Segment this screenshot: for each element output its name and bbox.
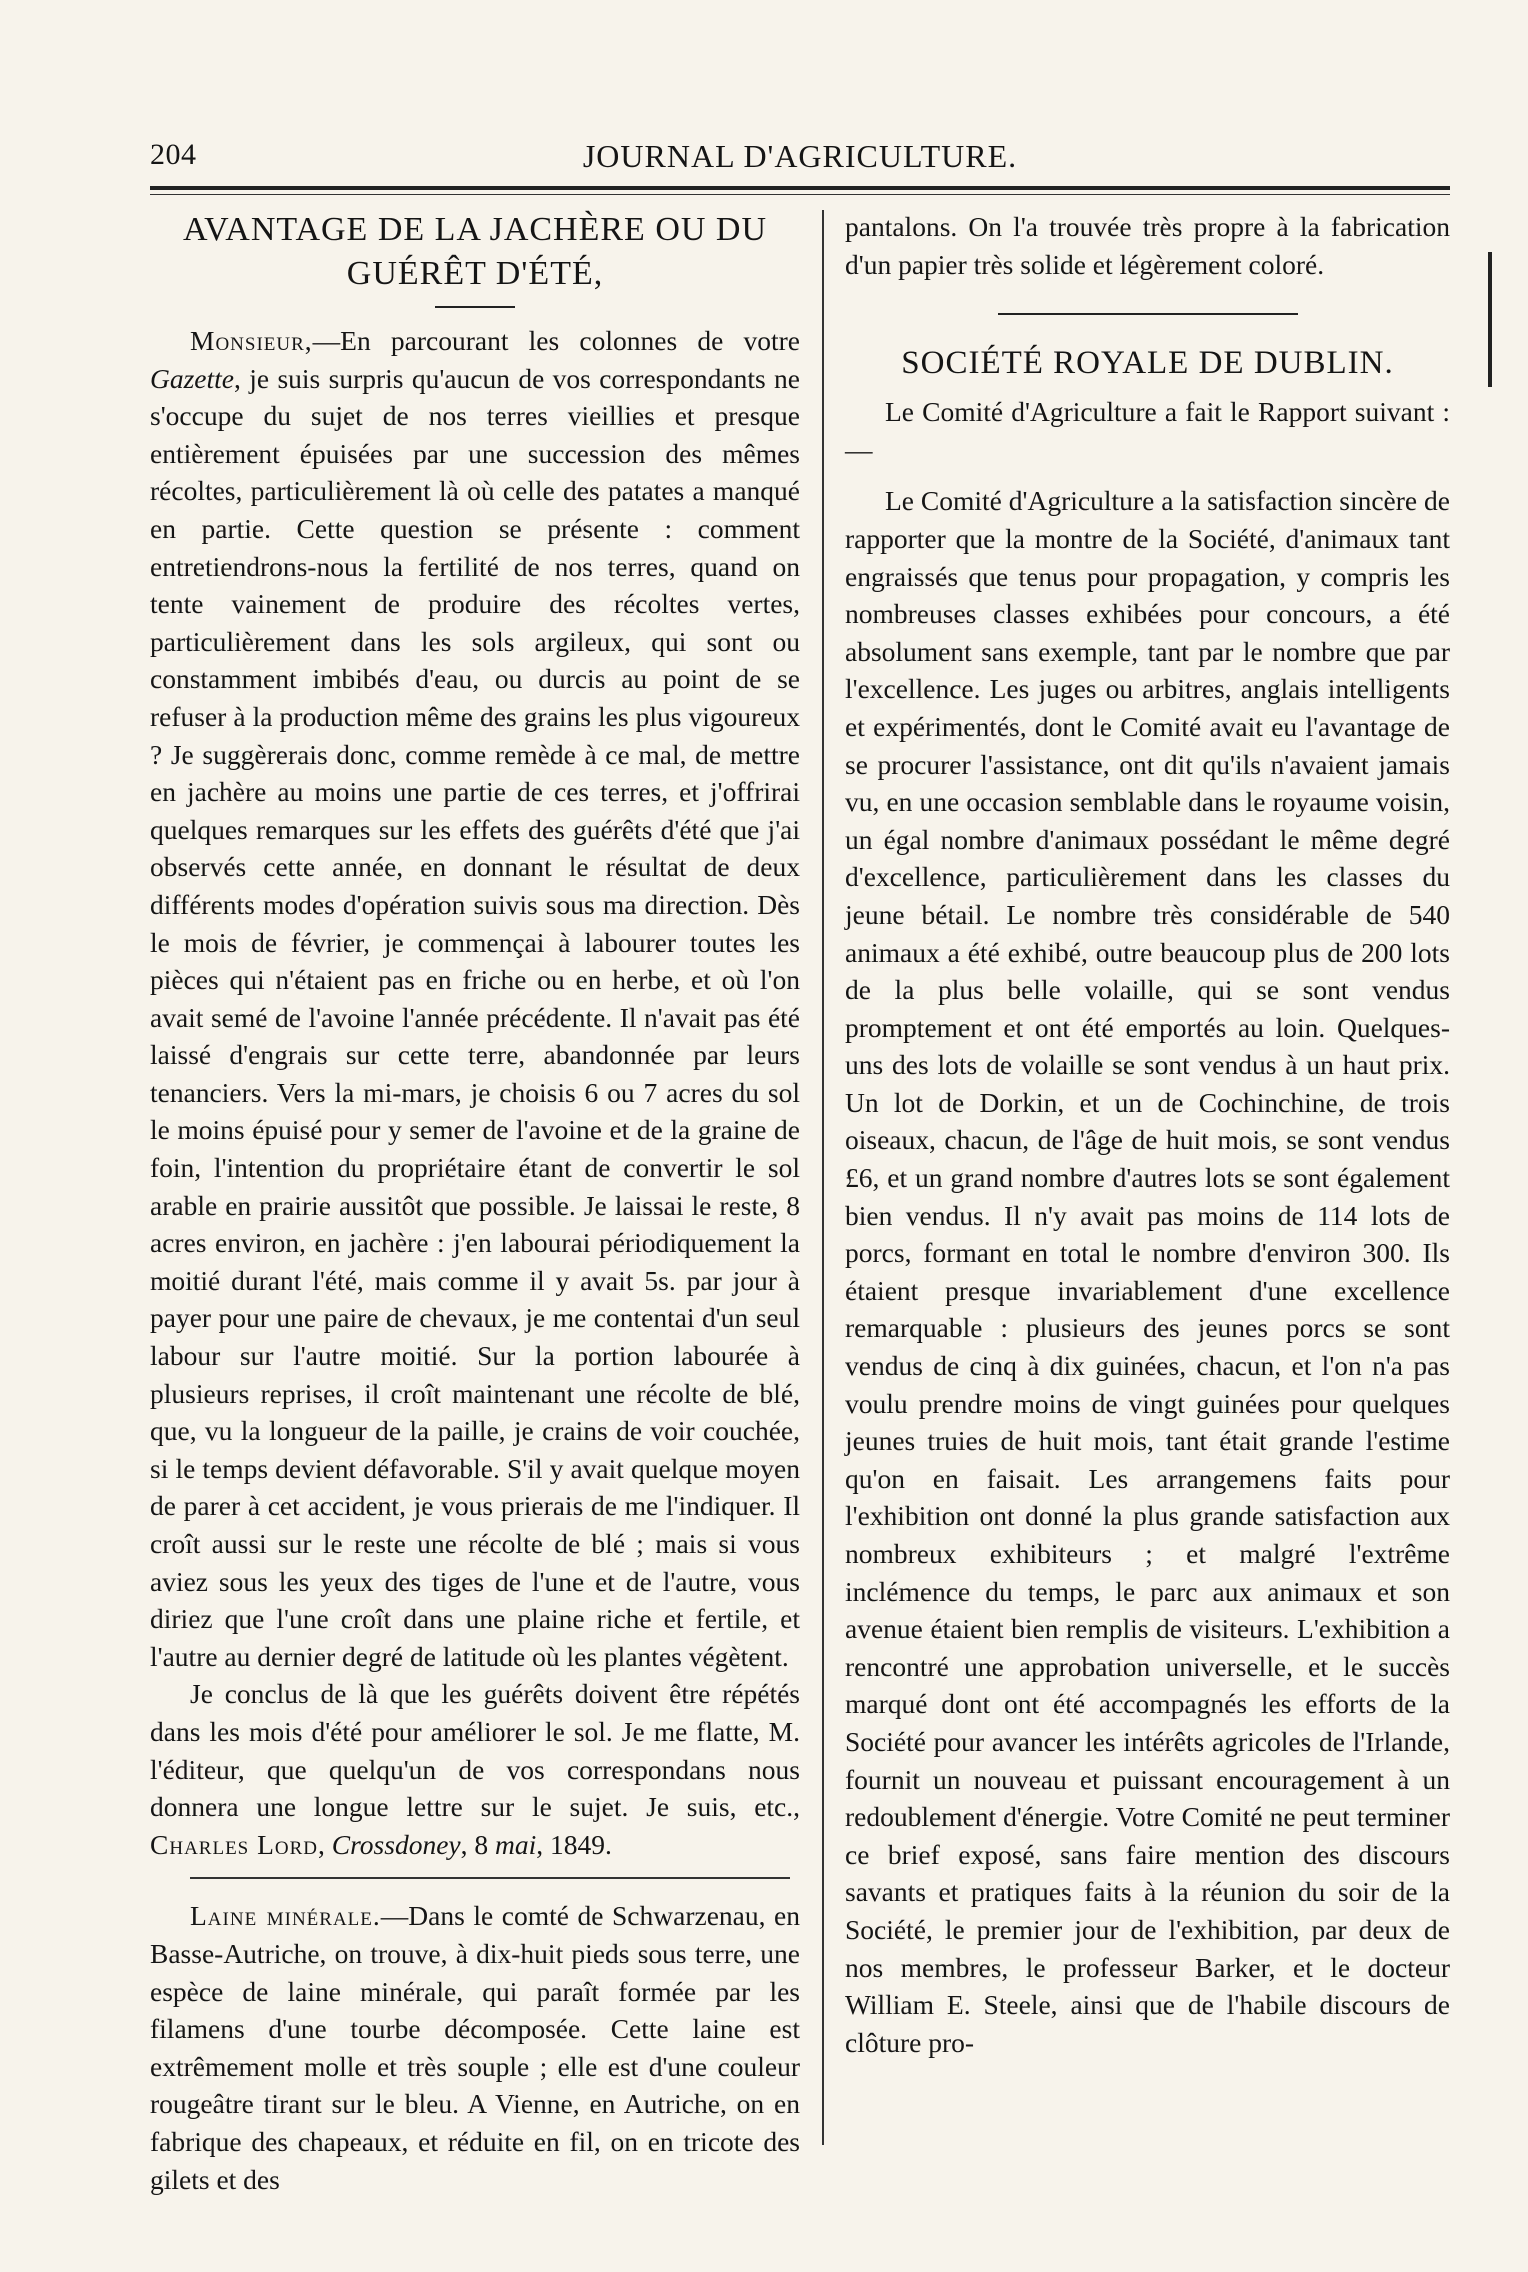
article-title-line-2: GUÉRÊT D'ÉTÉ, bbox=[346, 255, 604, 292]
paragraph-2-body: Je conclus de là que les guérêts doivent être répétés dans les mois d'été pour améliorer le sol. Je me flatte, M. l'éditeur, que quelqu'un de vos correspondans nous donnera une longue lettre sur le sujet. Je suis, etc., bbox=[150, 1678, 800, 1823]
gazette-word: Gazette bbox=[150, 362, 235, 394]
dublin-body: Le Comité d'Agriculture a la satisfaction sincère de rapporter que la montre de la Société, d'animaux tant engraissés que tenus pour propagation, y compris les nombreuses classes exhibées pour concours, a été absolument sans exemple, tant par le nombre que par l'excellence. Les juges ou arbitres, anglais intelligents et expérimentés, dont le Comité avait eu l'avantage de se procurer l'assistance, ont dit qu'ils n'avaient jamais vu, en une occasion semblable dans le royaume voisin, un égal nombre d'animaux possédant le même degré d'excellence, particulièrement dans les classes du jeune bétail. Le nombre très considérable de 540 animaux a été exhibé, outre beaucoup plus de 200 lots de la plus belle volaille, qui se sont vendus promptement et ont été emportés au loin. Quelques-uns des lots de volaille se sont vendus à un haut prix. Un lot de Dorkin, et un de Cochinchine, de trois oiseaux, chacun, de l'âge de huit mois, se sont vendus £6, et un grand nombre d'autres lots se sont également bien vendus. Il n'y avait pas moins de 114 lots de porcs, formant en total le nombre d'environ 300. Ils étaient presque invariablement d'une excellence remarquable : plusieurs des jeunes porcs se sont vendus de cinq à dix guinées, chacun, et l'on n'a pas voulu prendre moins de vingt guinées pour quelques jeunes truies de huit mois, tant était grande l'estime qu'on en faisait. Les arrangemens faits pour l'exhibition ont donné la plus grande satisfaction aux nombreux exhibiteurs ; et malgré l'extrême inclémence du temps, le parc aux animaux et son avenue étaient bien remplis de visiteurs. L'exhibition a rencontré une approbation universelle, et le succès marqué dont ont été accompagnés les efforts de la Société pour avancer les intérêts agricoles de l'Irlande, fournit un nouveau et puissant encouragement à un redoublement d'énergie. Votre Comité ne peut terminer ce brief exposé, sans faire mention des discours savants et pratiques faits à la réunion du soir de la Société, le premier jour de l'exhibition, par deux de nos membres, le professeur Barker, et le docteur William E. Steele, ainsi que de l'habile discours de clôture pro- bbox=[845, 485, 1450, 2058]
signature-place: Crossdoney bbox=[331, 1828, 461, 1860]
date-day: 8 bbox=[474, 1828, 495, 1860]
left-column bbox=[150, 208, 800, 2198]
date-month: mai bbox=[495, 1828, 537, 1860]
laine-minerale-text: —Dans le comté de Schwarzenau, en Basse-Autriche, on trouve, à dix-huit pieds sous terre, une espèce de laine minérale, qui paraît formée par les filamens d'une tourbe décomposée. Cette laine est extrêmement molle et très souple ; elle est d'une couleur rougeâtre tirant sur le bleu. A Vienne, en Autriche, on en fabrique des chapeaux, et réduite en fil, on en tricote des gilets et des bbox=[150, 1900, 800, 2195]
margin-mark bbox=[1488, 252, 1492, 387]
signature: Charles Lord bbox=[150, 1828, 319, 1860]
article-paragraph-1 bbox=[150, 322, 800, 1675]
salutation: Monsieur, bbox=[190, 325, 313, 356]
title-rule bbox=[435, 306, 515, 308]
right-column bbox=[845, 208, 1450, 2061]
page-number: 204 bbox=[150, 138, 197, 171]
paragraph-1-body: , je suis surpris qu'aucun de vos correspondants ne s'occupe du sujet de nos terres vieillies et presque entièrement épuisées par une succession des mêmes récoltes, particulièrement là où celle des patates a manqué en partie. Cette question se présente : comment entretiendrons-nous la fertilité de nos terres, quand on tente vainement de produire des récoltes vertes, particulièrement dans les sols argileux, qui sont ou constamment imbibés d'eau, ou durcis au point de se refuser à la production même des grains les plus vigoureux ? Je suggèrerais donc, comme remède à ce mal, de mettre en jachère au moins une partie de ces terres, et j'offrirai quelques remarques sur les effets des guérêts d'été que j'ai observés cette année, en donnant le résultat de deux différents modes d'opération suivis sous ma direction. Dès le mois de février, je commençai à labourer toutes les pièces qui n'étaient pas en friche ou en herbe, et où l'on avait semé de l'avoine l'année précédente. Il n'avait pas été laissé d'engrais sur cette terre, abandonnée par leurs tenanciers. Vers la mi-mars, je choisis 6 ou 7 acres du sol le moins épuisé pour y semer de l'avoine et de la graine de foin, l'intention du propriétaire étant de convertir le sol arable en prairie aussitôt que possible. Je laissai le reste, 8 acres environ, en jachère : j'en labourai périodiquement la moitié durant l'été, mais comme il y avait 5s. par jour à payer pour une paire de chevaux, je me contentai d'un seul labour sur l'autre moitié. Sur la portion labourée à plusieurs reprises, il croît maintenant une récolte de blé, que, vu la longueur de la paille, je crains de voir couchée, si le temps devient défavorable. S'il y avait quelque moyen de parer à cet accident, je vous prierais de me l'indiquer. Il croît aussi sur le reste une récolte de blé ; mais si vous aviez sous les yeux des tiges de l'une et de l'autre, vous diriez que l'une croît dans une plaine riche et fertile, et l'autre au dernier degré de latitude où les plantes végètent. bbox=[150, 362, 800, 1672]
column-divider bbox=[822, 210, 824, 2145]
continuation-paragraph: pantalons. On l'a trouvée très propre à la fabrication d'un papier très solide et légèrement coloré. bbox=[845, 211, 1450, 280]
header-rule bbox=[150, 186, 1450, 190]
signature-sep: , bbox=[318, 1828, 332, 1860]
article-paragraph-2 bbox=[150, 1675, 800, 1863]
article-title-jachere bbox=[150, 208, 800, 296]
article-title-dublin: SOCIÉTÉ ROYALE DE DUBLIN. bbox=[901, 345, 1394, 382]
article-separator-right bbox=[998, 313, 1298, 315]
article-separator-left bbox=[190, 1877, 790, 1879]
date-sep: , bbox=[460, 1828, 475, 1860]
page-header bbox=[150, 134, 1450, 180]
article-title-line-1: AVANTAGE DE LA JACHÈRE OU DU bbox=[182, 211, 768, 248]
article-laine-minerale bbox=[150, 1897, 800, 2198]
running-title: JOURNAL D'AGRICULTURE. bbox=[582, 138, 1018, 174]
date-year: , 1849. bbox=[536, 1828, 612, 1860]
header-rule-thin bbox=[150, 194, 1450, 195]
dublin-intro: Le Comité d'Agriculture a fait le Rapport suivant :— bbox=[845, 396, 1450, 465]
paragraph-1-start: —En parcourant les colonnes de votre bbox=[312, 325, 800, 356]
laine-minerale-lead: Laine minérale. bbox=[190, 1900, 381, 1932]
